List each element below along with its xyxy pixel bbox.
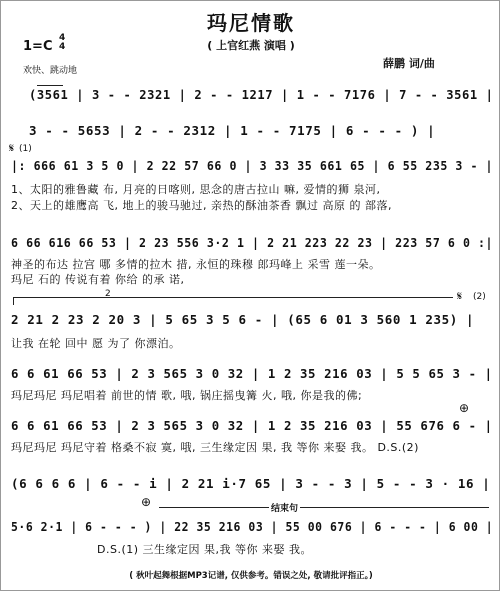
key-signature: 1=C: [23, 39, 53, 54]
performer-subtitle: ( 上官红燕 演唱 ): [207, 39, 295, 52]
lyrics-verse-1a: 1、太阳的雅鲁藏 布, 月亮的日喀则, 思念的唐古拉山 嘛, 爱情的狮 泉河,: [11, 183, 381, 196]
repeat-marker-1: (1): [19, 144, 32, 154]
segno-icon: 𝄋: [457, 289, 463, 303]
score-row-7: 6 6 61 66 53 | 2 3 565 3 0 32 | 1 2 35 216 03 | 55 676 6 - |: [11, 418, 493, 433]
beam-mark: [37, 85, 63, 86]
lyrics-verse-1b: 2、天上的雄鹰高 飞, 地上的骏马驰过, 亲热的酥油茶香 飘过 高原 的 部落,: [11, 199, 392, 212]
score-row-2: 3 - - 5653 | 2 - - 2312 | 1 - - 7175 | 6 - - - ) |: [29, 123, 436, 138]
lyrics-verse-2b: 玛尼 石的 传说有着 你给 的承 诺,: [11, 273, 185, 286]
score-row-3: |: 666 61 3 5 0 | 2 22 57 66 0 | 3 33 35 661 65 | 6 55 235 3 - |: [11, 158, 494, 173]
ending-label: 结束句: [269, 501, 300, 514]
score-row-8: (6 6 6 6 | 6 - - i | 2 21 i·7 65 | 3 - - 3 | 5 - - 3 · 16 |: [11, 476, 491, 491]
lyrics-chorus-2: 玛尼玛尼 玛尼守着 格桑不寂 寞, 哦, 三生缘定因 果, 我 等你 来娶 我。 D.S.(2): [11, 441, 419, 454]
volta-bracket-end: [13, 297, 14, 305]
volta-bracket: [13, 297, 453, 298]
lyricist-composer-credit: 薛鹏 词/曲: [383, 57, 435, 70]
lyrics-verse-2a: 神圣的布达 拉宫 哪 多情的拉木 措, 永恒的珠穆 郎玛峰上 采雪 莲一朵。: [11, 258, 381, 271]
ending-bracket: [159, 507, 489, 508]
time-signature: [59, 34, 65, 52]
lyrics-verse-3: 让我 在轮 回中 愿 为了 你漂泊。: [11, 337, 181, 350]
score-row-6: 6 6 61 66 53 | 2 3 565 3 0 32 | 1 2 35 216 03 | 5 5 65 3 - |: [11, 366, 493, 381]
coda-icon: ⊕: [459, 401, 470, 415]
song-title: 玛尼情歌: [207, 11, 295, 35]
tempo-marking: 欢快、跳动地: [23, 66, 78, 76]
time-signature-top: 4: [59, 33, 66, 43]
segno-icon: 𝄋: [9, 141, 15, 155]
volta-number: 2: [105, 289, 111, 299]
score-row-1: (3561 | 3 - - 2321 | 2 - - 1217 | 1 - - 7176 | 7 - - 3561 |: [29, 87, 494, 102]
repeat-marker-2: (2): [473, 292, 486, 302]
coda-icon: ⊕: [141, 495, 152, 509]
transcription-note: ( 秋叶起舞根据MP3记谱, 仅供参考。错误之处, 敬请批评指正。): [129, 571, 373, 581]
score-row-4: 6 66 616 66 53 | 2 23 556 3·2 1 | 2 21 223 22 23 | 223 57 6 0 :|: [11, 235, 494, 250]
score-row-9: 5·6 2·1 | 6 - - - ) | 22 35 216 03 | 55 00 676 | 6 - - - | 6 00 |: [11, 519, 494, 534]
lyrics-chorus-1: 玛尼玛尼 玛尼唱着 前世的情 歌, 哦, 锅庄摇曳篝 火, 哦, 你是我的佛;: [11, 389, 363, 402]
lyrics-ending: D.S.(1) 三生缘定因 果,我 等你 来娶 我。: [97, 543, 313, 556]
time-signature-bottom: 4: [59, 42, 66, 52]
score-row-5: 2 21 2 23 2 20 3 | 5 65 3 5 6 - | (65 6 01 3 560 1 235) |: [11, 312, 475, 327]
